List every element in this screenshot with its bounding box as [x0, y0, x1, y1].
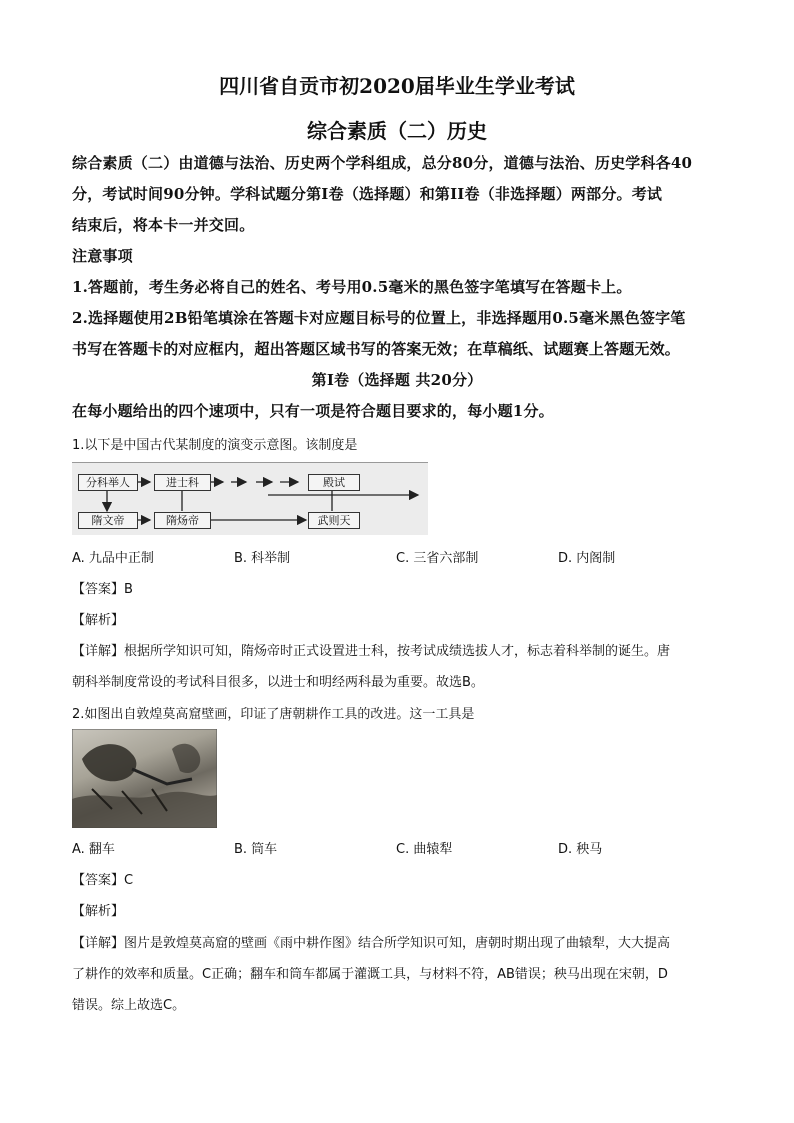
q2-detail-line-1: 【详解】图片是敦煌莫高窟的壁画《雨中耕作图》结合所学知识可知，唐朝时期出现了曲辕犁，大大提高 [72, 936, 671, 951]
q2-answer: 【答案】C [72, 873, 134, 888]
q1-stem: 1.以下是中国古代某制度的演变示意图。该制度是 [72, 438, 358, 453]
exam-subtitle: 综合素质（二）历史 [307, 119, 487, 143]
notes-heading: 注意事项 [72, 247, 133, 265]
flow-box-suiwendi: 隋文帝 [78, 512, 138, 529]
q2-option-c: C. 曲辕犁 [396, 842, 453, 857]
q1-flowchart [72, 462, 428, 535]
q2-detail-line-2: 了耕作的效率和质量。C正确；翻车和筒车都属于灌溉工具，与材料不符，AB错误；秧马出现在宋朝，D [72, 967, 668, 982]
q2-mural-image [72, 729, 217, 828]
q2-option-b: B. 筒车 [234, 842, 278, 857]
q1-option-a: A. 九品中正制 [72, 551, 154, 566]
flow-box-suiyangdi: 隋炀帝 [154, 512, 211, 529]
q2-option-a: A. 翻车 [72, 842, 115, 857]
notes-item-2-line-2: 书写在答题卡的对应框内，超出答题区域书写的答案无效；在草稿纸、试题赛上答题无效。 [72, 340, 681, 358]
mural-drawing [72, 729, 217, 828]
q1-answer: 【答案】B [72, 582, 133, 597]
q1-detail-line-2: 朝科举制度常设的考试科目很多，以进士和明经两科最为重要。故选B。 [72, 675, 484, 690]
intro-line-1: 综合素质（二）由道德与法治、历史两个学科组成，总分80分，道德与法治、历史学科各40 [72, 154, 693, 172]
intro-line-3: 结束后，将本卡一并交回。 [72, 216, 255, 234]
flow-box-jinshi: 进士科 [154, 474, 211, 491]
section-instruction: 在每小题给出的四个速项中，只有一项是符合题目要求的，每小题1分。 [72, 402, 554, 420]
q2-detail-line-3: 错误。综上故选C。 [72, 998, 186, 1013]
q2-analysis-label: 【解析】 [72, 904, 125, 919]
q1-analysis-label: 【解析】 [72, 613, 125, 628]
q2-option-d: D. 秧马 [558, 842, 603, 857]
section-heading: 第I卷（选择题 共20分） [311, 371, 483, 389]
q1-option-c: C. 三省六部制 [396, 551, 479, 566]
exam-title: 四川省自贡市初2020届毕业生学业考试 [219, 74, 575, 98]
flow-box-dianshi: 殿试 [308, 474, 360, 491]
q1-option-d: D. 内阁制 [558, 551, 616, 566]
q1-detail-line-1: 【详解】根据所学知识可知，隋炀帝时正式设置进士科，按考试成绩选拔人才，标志着科举制的诞生。唐 [72, 644, 671, 659]
flow-box-wuzetian: 武则天 [308, 512, 360, 529]
q2-stem: 2.如图出自敦煌莫高窟壁画，印证了唐朝耕作工具的改进。这一工具是 [72, 707, 475, 722]
q1-option-b: B. 科举制 [234, 551, 291, 566]
notes-item-2-line-1: 2.选择题使用2B铅笔填涂在答题卡对应题目标号的位置上，非选择题用0.5毫米黑色签字笔 [72, 309, 686, 327]
flow-box-fenke: 分科举人 [78, 474, 138, 491]
intro-line-2: 分，考试时间90分钟。学科试题分第I卷（选择题）和第II卷（非选择题）两部分。考试 [72, 185, 663, 203]
notes-item-1: 1.答题前，考生务必将自己的姓名、考号用0.5毫米的黑色签字笔填写在答题卡上。 [72, 278, 632, 296]
